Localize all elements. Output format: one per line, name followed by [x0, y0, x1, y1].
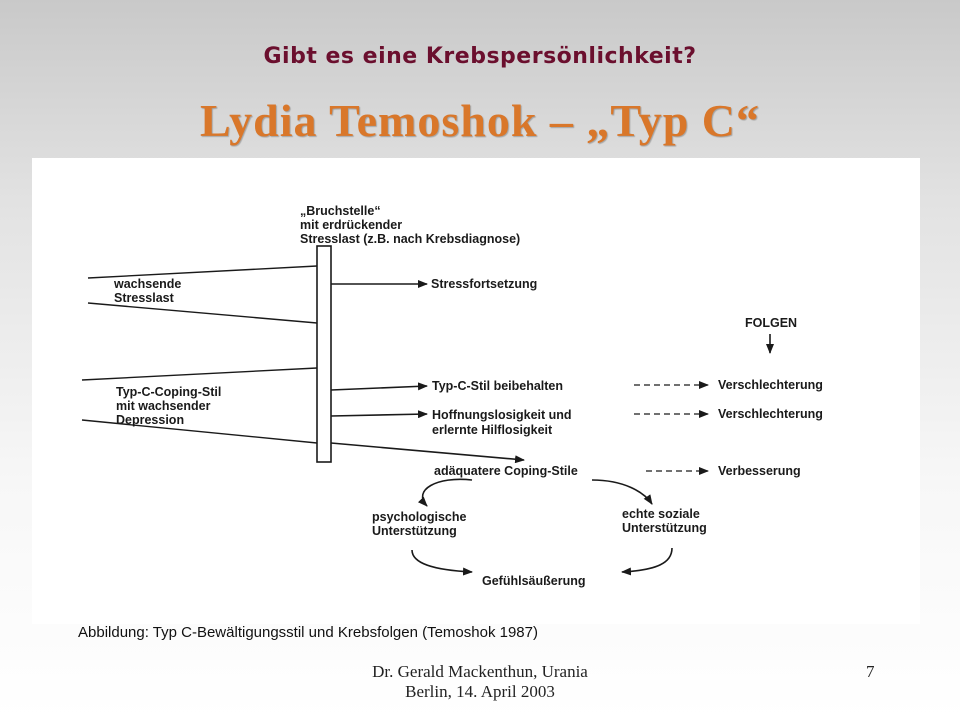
- social-support-label: echte soziale Unterstützung: [622, 507, 707, 535]
- result-better: Verbesserung: [718, 464, 801, 478]
- slide-subtitle: Gibt es eine Krebspersönlichkeit?: [263, 44, 697, 69]
- figure-caption: Abbildung: Typ C-Bewältigungsstil und Krebsfolgen (Temoshok 1987): [78, 624, 538, 641]
- slide-title: Lydia Temoshok – „Typ C“: [199, 95, 760, 146]
- arrow-hope: [331, 414, 427, 416]
- footer-author: [300, 662, 660, 702]
- consequences-header: FOLGEN: [745, 316, 798, 330]
- stress-line-bottom: [88, 303, 317, 323]
- diagram-figure: [32, 158, 920, 624]
- arrow-typc: [331, 386, 427, 390]
- arrow-adequate: [331, 443, 524, 460]
- psych-support-label: psychologische Unterstützung: [372, 510, 467, 538]
- diagram-svg: [32, 158, 920, 624]
- footer-line-2: Berlin, 14. April 2003: [405, 682, 555, 701]
- outcome-hope-label: Hoffnungslosigkeit und erlernte Hilflosigkeit: [432, 408, 572, 437]
- footer-line-1: Dr. Gerald Mackenthun, Urania: [372, 662, 588, 681]
- stress-input-label: wachsende Stresslast: [114, 277, 182, 305]
- coping-line-top: [82, 368, 317, 380]
- result-worse-1: Verschlechterung: [718, 378, 823, 392]
- cycle-arrow-social: [592, 480, 652, 504]
- cycle-arrow-psych: [423, 479, 472, 506]
- cycle-arrow-emotion-right: [622, 548, 672, 572]
- cycle-arrow-emotion-left: [412, 550, 472, 572]
- page-number: 7: [866, 662, 875, 681]
- result-worse-2: Verschlechterung: [718, 407, 823, 421]
- outcome-typc-label: Typ-C-Stil beibehalten: [432, 379, 564, 393]
- breakpoint-label: „Bruchstelle“ mit erdrückender Stresslast (z.B. nach Krebsdiagnose): [300, 204, 521, 246]
- breakpoint-bar: [317, 246, 331, 462]
- outcome-adequate-label: adäquatere Coping-Stile: [434, 464, 578, 478]
- outcome-stress-label: Stressfortsetzung: [431, 277, 538, 291]
- coping-input-label: Typ-C-Coping-Stil mit wachsender Depression: [116, 385, 222, 427]
- emotion-expression-label: Gefühlsäußerung: [482, 574, 586, 588]
